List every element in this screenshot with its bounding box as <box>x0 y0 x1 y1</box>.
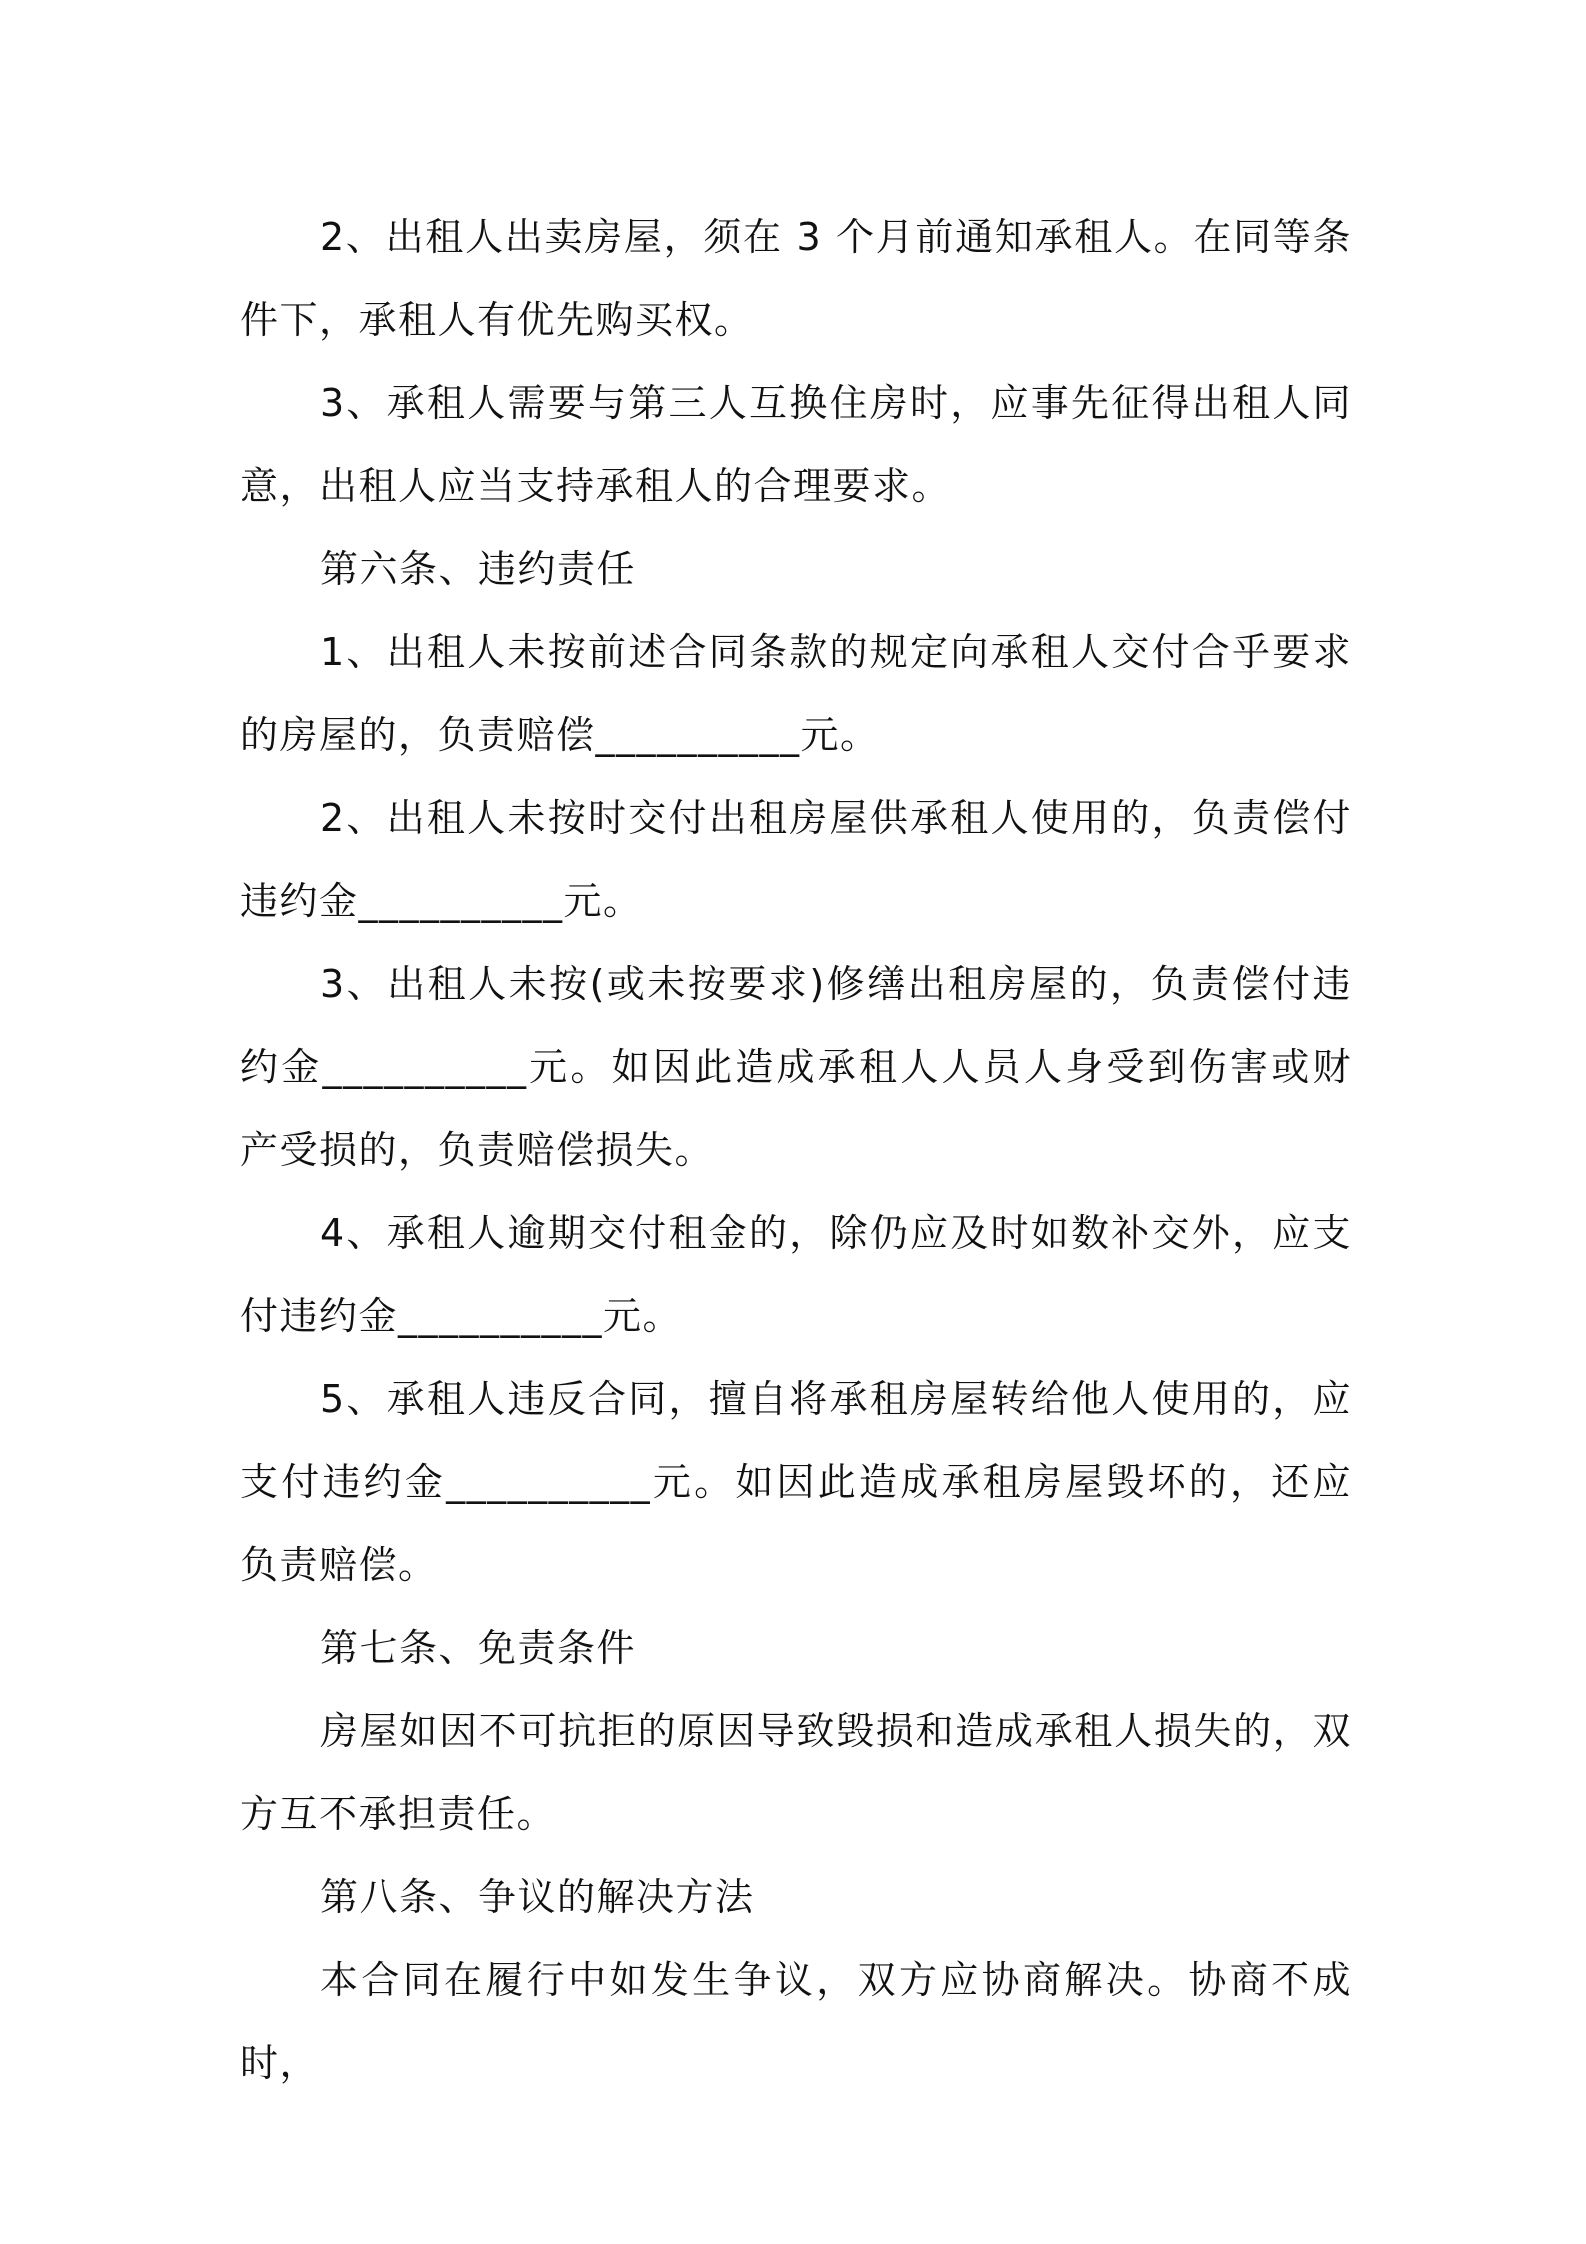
article-6-item-4: 4、承租人逾期交付租金的，除仍应及时如数补交外，应支付违约金__________元。 <box>240 1211 1352 1338</box>
clause-5-item-3: 3、承租人需要与第三人互换住房时，应事先征得出租人同意，出租人应当支持承租人的合理要求。 <box>240 381 1352 508</box>
article-6-heading: 第六条、违约责任 <box>320 547 637 591</box>
article-6-item-1: 1、出租人未按前述合同条款的规定向承租人交付合乎要求的房屋的，负责赔偿__________元。 <box>240 630 1352 757</box>
article-6-item-2: 2、出租人未按时交付出租房屋供承租人使用的，负责偿付违约金__________元。 <box>240 796 1352 923</box>
article-7-heading: 第七条、免责条件 <box>320 1626 637 1670</box>
article-7-text: 房屋如因不可抗拒的原因导致毁损和造成承租人损失的，双方互不承担责任。 <box>240 1709 1352 1836</box>
article-8-text: 本合同在履行中如发生争议，双方应协商解决。协商不成时， <box>240 1958 1352 2085</box>
article-6-item-5: 5、承租人违反合同，擅自将承租房屋转给他人使用的，应支付违约金__________元。如因此造成承租房屋毁坏的，还应负责赔偿。 <box>240 1377 1352 1587</box>
article-8-heading: 第八条、争议的解决方法 <box>320 1875 755 1919</box>
clause-5-item-2: 2、出租人出卖房屋，须在 3 个月前通知承租人。在同等条件下，承租人有优先购买权。 <box>240 215 1352 342</box>
document-body <box>240 196 1352 2105</box>
article-6-item-3: 3、出租人未按(或未按要求)修缮出租房屋的，负责偿付违约金__________元。如因此造成承租人人员人身受到伤害或财产受损的，负责赔偿损失。 <box>240 962 1352 1172</box>
